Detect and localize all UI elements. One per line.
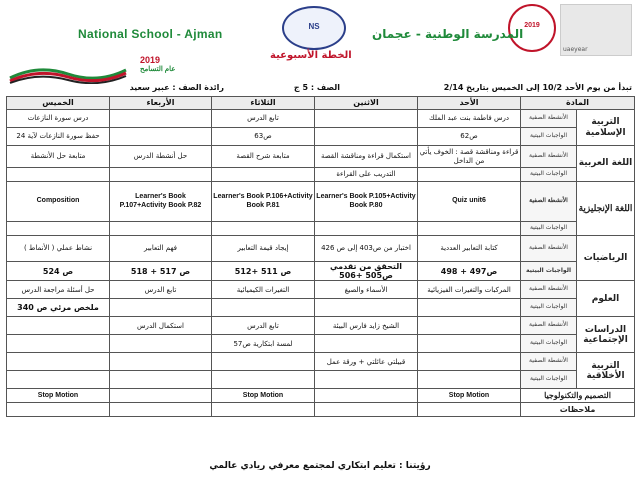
cell: Stop Motion bbox=[418, 389, 521, 403]
activity-type: الواجبات البيتية bbox=[521, 128, 577, 146]
cell: المركبات والتغيرات الفيزيائية bbox=[418, 281, 521, 299]
cell: كتابة التعابير العددية bbox=[418, 236, 521, 262]
cell bbox=[110, 335, 212, 353]
cell: تابع الدرس bbox=[212, 317, 315, 335]
activity-type: الأنشطة الصفية bbox=[521, 236, 577, 262]
cell: تابع الدرس bbox=[212, 110, 315, 128]
cell: إيجاد قيمة التعابير bbox=[212, 236, 315, 262]
subject-islamic: التربية الإسلامية bbox=[577, 110, 635, 146]
cell: Learner's Book P.106+Activity Book P.81 bbox=[212, 182, 315, 222]
header-subject: المادة bbox=[521, 97, 635, 110]
subject-math: الرياضيات bbox=[577, 236, 635, 281]
cell bbox=[7, 317, 110, 335]
cell: Stop Motion bbox=[7, 389, 110, 403]
cell bbox=[7, 335, 110, 353]
cell bbox=[212, 299, 315, 317]
activity-type: الأنشطة الصفية bbox=[521, 281, 577, 299]
cell: فهم التعابير bbox=[110, 236, 212, 262]
year-2019-text: عام التسامح bbox=[140, 66, 176, 73]
header-sunday: الأحد bbox=[418, 97, 521, 110]
cell: التدريب على القراءة bbox=[315, 168, 418, 182]
activity-type: الواجبات البيتية bbox=[521, 371, 577, 389]
school-name-arabic: المدرسة الوطنية - عجمان bbox=[372, 27, 524, 41]
activity-type: الأنشطة الصفية bbox=[521, 317, 577, 335]
subject-arabic: اللغة العربية bbox=[577, 146, 635, 182]
cell: نشاط عملي ( الأنماط ) bbox=[7, 236, 110, 262]
table-row bbox=[7, 222, 635, 236]
cell: حل أنشطة الدرس bbox=[110, 146, 212, 168]
cell bbox=[110, 371, 212, 389]
table-row bbox=[7, 371, 635, 389]
portrait-caption: uaeyear bbox=[563, 46, 588, 53]
table-row bbox=[7, 353, 635, 371]
vision-footer: رؤيتنا : تعليم ابتكاري لمجتمع معرفي ريادي عالمي bbox=[209, 461, 431, 471]
cell bbox=[315, 389, 418, 403]
year-2019-number: 2019 bbox=[140, 55, 161, 65]
table-row bbox=[7, 335, 635, 353]
cell bbox=[418, 371, 521, 389]
cell: لمسة ابتكارية ص57 bbox=[212, 335, 315, 353]
cell: استكمال الدرس bbox=[110, 317, 212, 335]
subject-english: اللغة الإنجليزية bbox=[577, 182, 635, 236]
table-row bbox=[7, 262, 635, 281]
cell bbox=[418, 335, 521, 353]
cell bbox=[7, 353, 110, 371]
plan-grade: الصف : 5 ج bbox=[293, 83, 340, 92]
table-row bbox=[7, 168, 635, 182]
cell bbox=[418, 168, 521, 182]
cell: متابعة شرح القصة bbox=[212, 146, 315, 168]
cell: Quiz unit6 bbox=[418, 182, 521, 222]
subject-science: العلوم bbox=[577, 281, 635, 317]
school-logo-label: NS bbox=[308, 22, 320, 31]
year-logo-label: 2019 bbox=[524, 22, 540, 29]
table-row bbox=[7, 281, 635, 299]
cell: قراءة ومناقشة قصة : الخوف يأتي من الداخل bbox=[418, 146, 521, 168]
cell: Composition bbox=[7, 182, 110, 222]
cell bbox=[212, 403, 315, 417]
activity-type: الواجبات البيتية bbox=[521, 168, 577, 182]
cell: استكمال قراءة ومناقشة القصة bbox=[315, 146, 418, 168]
header-monday: الاثنين bbox=[315, 97, 418, 110]
cell bbox=[110, 353, 212, 371]
table-row bbox=[7, 146, 635, 168]
cell bbox=[418, 222, 521, 236]
cell bbox=[110, 168, 212, 182]
subject-social: الدراسات الإجتماعية bbox=[577, 317, 635, 353]
cell: تابع الدرس bbox=[110, 281, 212, 299]
activity-type: الواجبات البيتية bbox=[521, 262, 577, 281]
table-row bbox=[7, 389, 635, 403]
activity-type: الأنشطة الصفية bbox=[521, 182, 577, 222]
cell: ص 517 + 518 bbox=[110, 262, 212, 281]
school-logo bbox=[282, 6, 346, 50]
cell bbox=[315, 222, 418, 236]
activity-type: الواجبات البيتية bbox=[521, 222, 577, 236]
subject-design: التصميم والتكنولوجيا bbox=[521, 389, 635, 403]
activity-type: الواجبات البيتية bbox=[521, 335, 577, 353]
cell: Stop Motion bbox=[212, 389, 315, 403]
cell bbox=[212, 353, 315, 371]
subject-notes: ملاحظات bbox=[521, 403, 635, 417]
cell: الشيخ زايد فارس البيئة bbox=[315, 317, 418, 335]
portrait-image bbox=[560, 4, 632, 56]
cell bbox=[315, 110, 418, 128]
plan-title: الخطة الأسبوعية bbox=[270, 50, 352, 61]
cell bbox=[110, 403, 212, 417]
cell: حفظ سورة النازعات لآية 24 bbox=[7, 128, 110, 146]
cell: ص 511 +512 bbox=[212, 262, 315, 281]
cell bbox=[212, 222, 315, 236]
cell bbox=[418, 403, 521, 417]
plan-info-row bbox=[0, 83, 640, 97]
cell bbox=[315, 299, 418, 317]
cell bbox=[110, 222, 212, 236]
weekly-plan-table bbox=[6, 96, 635, 417]
cell: ص 524 bbox=[7, 262, 110, 281]
cell: التحقق من تقدمي ص505 +506 bbox=[315, 262, 418, 281]
cell bbox=[110, 128, 212, 146]
cell: درس سورة النازعات bbox=[7, 110, 110, 128]
cell: ص62 bbox=[418, 128, 521, 146]
activity-type: الأنشطة الصفية bbox=[521, 110, 577, 128]
cell bbox=[7, 403, 110, 417]
activity-type: الأنشطة الصفية bbox=[521, 146, 577, 168]
cell bbox=[110, 299, 212, 317]
table-row bbox=[7, 317, 635, 335]
header-wednesday: الأربعاء bbox=[110, 97, 212, 110]
cell bbox=[7, 222, 110, 236]
activity-type: الواجبات البيتية bbox=[521, 299, 577, 317]
subject-moral: التربية الأخلاقية bbox=[577, 353, 635, 389]
cell bbox=[315, 128, 418, 146]
cell bbox=[418, 317, 521, 335]
cell: Learner's Book P.107+Activity Book P.82 bbox=[110, 182, 212, 222]
table-row bbox=[7, 403, 635, 417]
header-thursday: الخميس bbox=[7, 97, 110, 110]
cell bbox=[418, 353, 521, 371]
table-row bbox=[7, 299, 635, 317]
cell bbox=[315, 371, 418, 389]
plan-dates: تبدأ من يوم الأحد 10/2 إلى الخميس بتاريخ 2/14 bbox=[443, 83, 632, 92]
cell: حل أسئلة مراجعة الدرس bbox=[7, 281, 110, 299]
cell: الأسماء والصيغ bbox=[315, 281, 418, 299]
cell bbox=[315, 335, 418, 353]
header-tuesday: الثلاثاء bbox=[212, 97, 315, 110]
cell: متابعة حل الأنشطة bbox=[7, 146, 110, 168]
cell: ص497 + 498 bbox=[418, 262, 521, 281]
cell bbox=[212, 168, 315, 182]
table-header-row bbox=[7, 97, 635, 110]
cell: ملخص مرئي ص 340 bbox=[7, 299, 110, 317]
cell bbox=[110, 389, 212, 403]
year-2019-badge bbox=[140, 55, 175, 73]
cell bbox=[418, 299, 521, 317]
school-name-english: National School - Ajman bbox=[78, 27, 223, 41]
cell: درس فاطمة بنت عبد الملك bbox=[418, 110, 521, 128]
table-row bbox=[7, 110, 635, 128]
plan-teacher: رائدة الصف : عبير سعيد bbox=[129, 83, 224, 92]
table-row bbox=[7, 128, 635, 146]
cell: قبيلتي عائلتي + ورقة عمل bbox=[315, 353, 418, 371]
table-row bbox=[7, 236, 635, 262]
cell bbox=[110, 110, 212, 128]
cell bbox=[7, 371, 110, 389]
cell: ص63 bbox=[212, 128, 315, 146]
cell bbox=[212, 371, 315, 389]
cell: Learner's Book P.105+Activity Book P.80 bbox=[315, 182, 418, 222]
table-row bbox=[7, 182, 635, 222]
cell: اختبار من ص403 إلى ص 426 bbox=[315, 236, 418, 262]
cell bbox=[7, 168, 110, 182]
cell: التغيرات الكيميائية bbox=[212, 281, 315, 299]
cell bbox=[315, 403, 418, 417]
activity-type: الأنشطة الصفية bbox=[521, 353, 577, 371]
flag-swoosh-icon bbox=[8, 62, 128, 84]
